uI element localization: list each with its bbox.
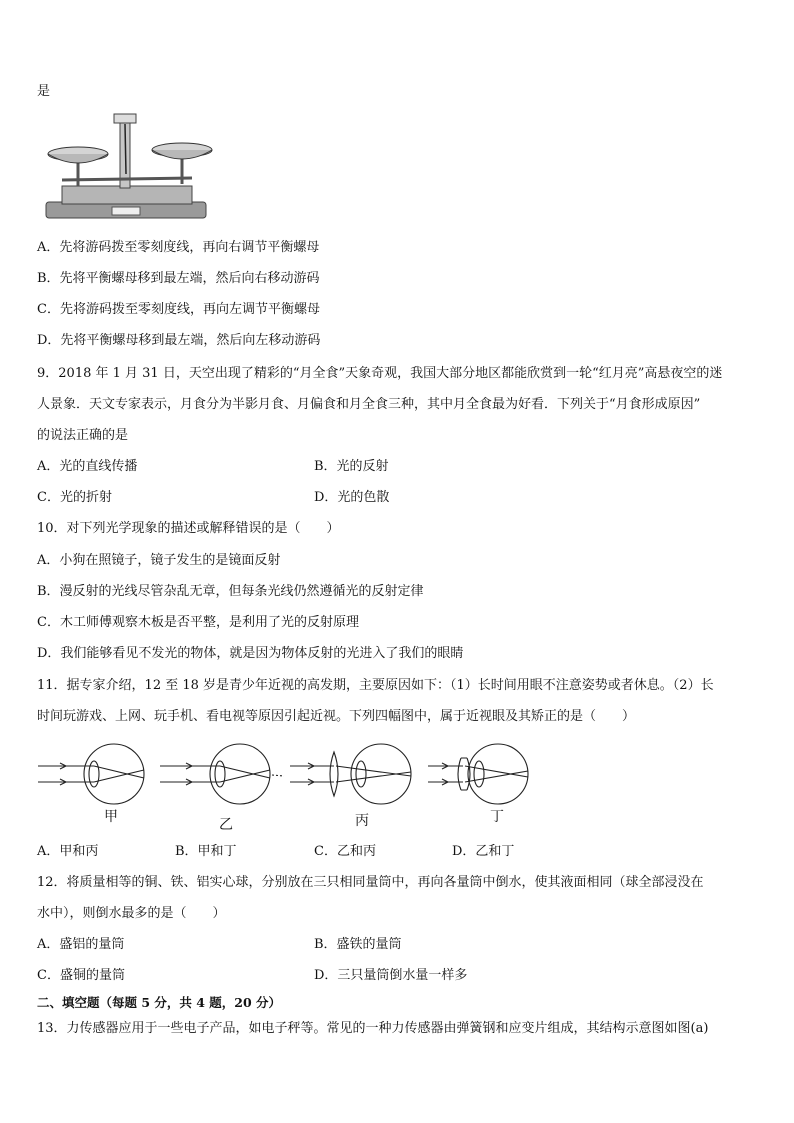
q11-stem-line: 11．据专家介绍，12 至 18 岁是青少年近视的高发期，主要原因如下：（1）长时间用眼不注意姿势或者休息。（2）长: [37, 678, 714, 693]
eye-diagram-jia: [38, 744, 144, 804]
q13-stem-line: 13．力传感器应用于一些电子产品，如电子秤等。常见的一种力传感器由弹簧钢和应变片组成，其结构示意图如图(a): [37, 1021, 709, 1036]
q8-option-c: C．先将游码拨至零刻度线，再向左调节平衡螺母: [37, 302, 320, 317]
q12-option-a: A．盛铝的量筒: [37, 937, 125, 952]
q9-stem-line: 人景象．天文专家表示，月食分为半影月食、月偏食和月全食三种，其中月全食最为好看．下列关于“月食形成原因”: [37, 397, 701, 412]
q8-option-b: B．先将平衡螺母移到最左端，然后向右移动游码: [37, 271, 320, 286]
q11-stem-line: 时间玩游戏、上网、玩手机、看电视等原因引起近视。下列四幅图中，属于近视眼及其矫正的是（ ）: [37, 709, 636, 724]
question-fragment: 是: [37, 84, 51, 99]
q11-option-d: D．乙和丁: [452, 844, 515, 859]
q11-option-c: C．乙和丙: [314, 844, 376, 859]
q9-stem-line: 9．2018 年 1 月 31 日，天空出现了精彩的“月全食”天象奇观，我国大部分地区都能欣赏到一轮“红月亮”高悬夜空的迷: [37, 366, 723, 381]
q10-option-a: A．小狗在照镜子，镜子发生的是镜面反射: [37, 553, 281, 568]
q9-option-c: C．光的折射: [37, 490, 112, 505]
eye-diagram-ding: [428, 744, 528, 804]
q10-option-c: C．木工师傅观察木板是否平整，是利用了光的反射原理: [37, 615, 359, 630]
section-heading: 二、填空题（每题 5 分，共 4 题，20 分）: [37, 995, 282, 1010]
figure-label-yi: 乙: [219, 817, 233, 833]
q12-stem-line: 12．将质量相等的铜、铁、铝实心球，分别放在三只相同量筒中，再向各量筒中倒水，使其液面相同（球全部浸没在: [37, 875, 704, 890]
balance-scale-figure: [40, 112, 220, 224]
q12-stem-line: 水中），则倒水最多的是（ ）: [37, 906, 226, 921]
q11-option-a: A．甲和丙: [37, 844, 99, 859]
eye-diagram-bing: [290, 744, 411, 804]
q12-option-c: C．盛铜的量筒: [37, 968, 125, 983]
q9-option-b: B．光的反射: [314, 459, 389, 474]
q10-option-b: B．漫反射的光线尽管杂乱无章，但每条光线仍然遵循光的反射定律: [37, 584, 424, 599]
q11-option-b: B．甲和丁: [175, 844, 237, 859]
q9-option-d: D．光的色散: [314, 490, 390, 505]
figure-label-ding: 丁: [490, 809, 504, 825]
q9-option-a: A．光的直线传播: [37, 459, 138, 474]
q10-stem: 10．对下列光学现象的描述或解释错误的是（ ）: [37, 521, 340, 536]
figure-label-jia: 甲: [104, 809, 118, 825]
q8-option-a: A．先将游码拨至零刻度线，再向右调节平衡螺母: [37, 240, 320, 255]
q12-option-d: D．三只量筒倒水量一样多: [314, 968, 468, 983]
q12-option-b: B．盛铁的量筒: [314, 937, 402, 952]
q9-stem-line: 的说法正确的是: [37, 428, 129, 443]
q10-option-d: D．我们能够看见不发光的物体，就是因为物体反射的光进入了我们的眼睛: [37, 646, 464, 661]
eye-diagram-yi: [160, 744, 284, 804]
q8-option-d: D．先将平衡螺母移到最左端，然后向左移动游码: [37, 333, 321, 348]
figure-label-bing: 丙: [355, 813, 369, 829]
